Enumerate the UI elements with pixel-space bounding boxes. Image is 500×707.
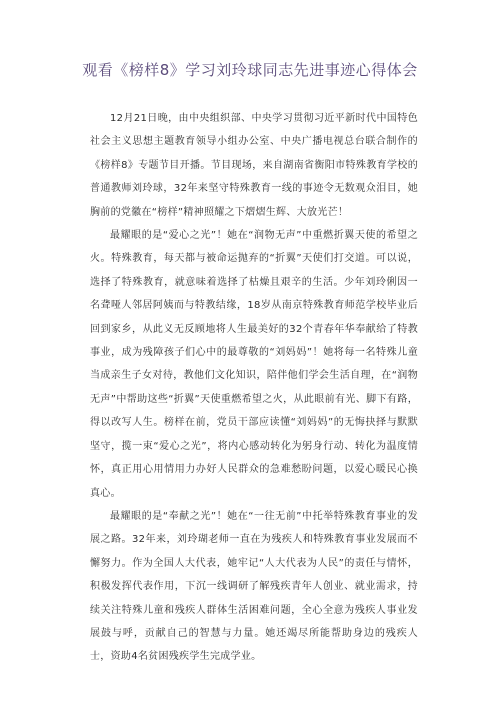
paragraph-love-light: 最耀眼的是“爱心之光”！她在“润物无声”中重燃折翼天使的希望之火。特殊教育，每天都与被命运抛弃的“折翼”天使们打交道。可以说，选择了特殊教育，就意味着选择了枯燥且艰辛的生活。少年刘玲俐因一名聋哑人邻居阿姨而与特教结缘，18岁从南京特殊教育师范学校毕业后回到家乡，从此义无反顾地将人生最美好的32个青春年华奉献给了特教事业，成为残障孩子们心中的最尊敬的“刘妈妈”！她将每一名特殊儿童当成亲生子女对待，教他们文化知识，陪伴他们学会生活自理，在“润物无声”中帮助这些“折翼”天使重燃希望之火，从此眼前有光、脚下有路，得以改写人生。榜样在前，党员干部应读懂“刘妈妈”的无悔抉择与默默坚守，揽一束“爱心之光”，将内心感动转化为躬身行动、转化为温度情怀，真正用心用情用力办好人民群众的急难愁盼问题，以爱心暖民心换真心。: [90, 230, 418, 499]
paragraph-intro: 12月21日晚，由中央组织部、中央学习贯彻习近平新时代中国特色社会主义思想主题教育领导小组办公室、中央广播电视总台联合制作的《榜样8》专题节目开播。节目现场，来自湖南省衡阳市特殊教育学校的普通教师刘玲球，32年来坚守特殊教育一线的事迹令无数观众泪目，她胸前的党徽在“榜样”精神照耀之下熠熠生辉、大放光芒！: [90, 113, 418, 218]
document-title: 观看《榜样8》学习刘玲球同志先进事迹心得体会: [82, 61, 418, 79]
paragraph-dedication-light: 最耀眼的是“奉献之光”！她在“一往无前”中托举特殊教育事业的发展之路。32年来，刘玲瑚老师一直在为残疾人和特殊教育事业发展而不懈努力。作为全国人大代表，她牢记“人大代表为人民”的责任与情怀，积极发挥代表作用，下沉一线调研了解残疾青年人创业、就业需求，持续关注特殊儿童和残疾人群体生活困难问题，全心全意为残疾人事业发展鼓与呼，贡献自己的智慧与力量。她还竭尽所能帮助身边的残疾人士，资助4名贫困残疾学生完成学业。: [90, 510, 418, 663]
document-body: [90, 107, 418, 669]
